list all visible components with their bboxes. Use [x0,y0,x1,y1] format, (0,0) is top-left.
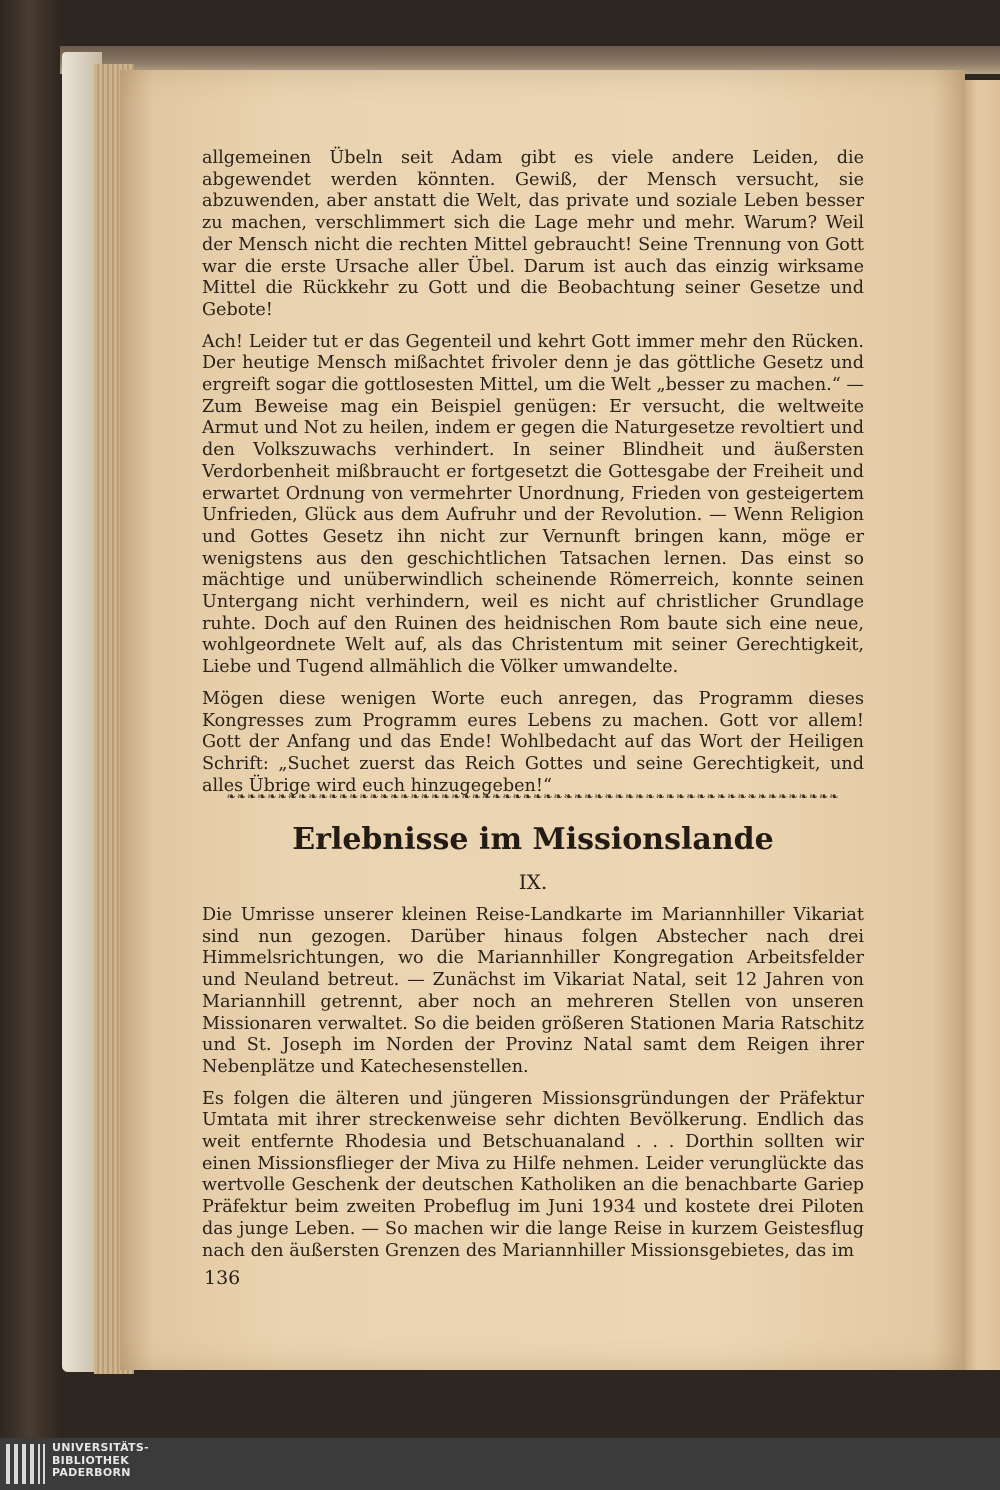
paragraph: Mögen diese wenigen Worte euch anregen, das Programm dieses Kongresses zum Programm eures Lebens zu machen. Gott vor allem! Gott der Anfang und das Ende! Wohlbedacht auf das Wort der Heiligen Schrift: „Suchet zuerst das Reich Gottes und seine Gerechtigkeit, und alles Übrige wird euch hinzugegeben!“ [202,688,864,796]
next-page-edge [962,80,1000,1370]
section-heading: Erlebnisse im Missionslande [292,822,774,857]
logo-line: PADERBORN [52,1466,131,1479]
library-footer [0,1438,1000,1490]
section-numeral: IX. [518,870,548,894]
ornament-divider: ❧❧❧❧❧❧❧❧❧❧❧❧❧❧❧❧❧❧❧❧❧❧❧❧❧❧❧❧❧❧❧❧❧❧❧❧❧❧❧❧❧❧❧❧❧❧❧❧❧❧❧❧❧❧❧❧❧❧❧❧ [226,790,840,803]
paragraph: Ach! Leider tut er das Gegenteil und kehrt Gott immer mehr den Rücken. Der heutige Mensch mißachtet frivoler denn je das göttliche Gesetz und ergreift sogar die gottlosesten Mittel, um die Welt „besser zu machen.“ — Zum Beweise mag ein Beispiel genügen: Er versucht, die weltweite Armut und Not zu heilen, indem er gegen die Naturgesetze revoltiert und den Volkszuwachs verhindert. In seiner Blindheit und äußersten Verdorbenheit mißbraucht er fortgesetzt die Gottesgabe der Freiheit und erwartet Ordnung von vermehrter Unordnung, Frieden von gesteigertem Unfrieden, Glück aus dem Aufruhr und der Revolution. — Wenn Religion und Gottes Gesetz ihn nicht zur Vernunft bringen kann, möge er wenigstens aus den geschichtlichen Tatsachen lernen. Das einst so mächtige und unüberwindlich scheinende Römerreich, konnte seinen Untergang nicht verhindern, weil es nicht auf christlicher Grundlage ruhte. Doch auf den Ruinen des heidnischen Rom baute sich eine neue, wohlgeordnete Welt auf, als das Christentum mit seiner Gerechtigkeit, Liebe und Tugend allmählich die Völker umwandelte. [202,331,864,678]
paragraph: allgemeinen Übeln seit Adam gibt es viele andere Leiden, die abgewendet werden könnten. Gewiß, der Mensch versucht, sie abzuwenden, aber anstatt die Welt, das private und soziale Leben besser zu machen, verschlimmert sich die Lage mehr und mehr. Warum? Weil der Mensch nicht die rechten Mittel gebraucht! Seine Trennung von Gott war die erste Ursache aller Übel. Darum ist auch das einzig wirksame Mittel die Rückkehr zu Gott und die Beobachtung seiner Gesetze und Gebote! [202,148,864,320]
logo-line: UNIVERSITÄTS- [52,1441,149,1454]
paragraph: Die Umrisse unserer kleinen Reise-Landkarte im Mariannhiller Vikariat sind nun gezogen. Darüber hinaus folgen Abstecher nach drei Himmelsrichtungen, wo die Mariannhiller Kongregation Arbeitsfelder und Neuland betreut. — Zunächst im Vikariat Natal, seit 12 Jahren von Mariannhill getrennt, aber noch an mehreren Stellen von unseren Missionaren verwaltet. So die beiden größeren Stationen Maria Ratschitz und St. Joseph im Norden der Provinz Natal samt dem Reigen ihrer Nebenplätze und Katechesenstellen. [202,905,864,1077]
paragraph: Es folgen die älteren und jüngeren Missionsgründungen der Präfektur Umtata mit ihrer streckenweise sehr dichten Bevölkerung. Endlich das weit entfernte Rhodesia und Betschuanaland . . . Dorthin sollten wir einen Missionsflieger der Miva zu Hilfe nehmen. Leider verunglückte das wertvolle Geschenk der deutschen Katholiken an die benachbarte Gariep Präfektur beim zweiten Probeflug im Juni 1934 und kostete drei Piloten das junge Leben. — So machen wir die lange Reise in kurzem Geistesflug nach den äußersten Grenzen des Mariannhiller Missionsgebietes, das im [202,1088,864,1261]
text-block-top [202,148,864,807]
library-logo-icon [6,1444,48,1486]
page-number: 136 [204,1267,241,1289]
text-block-bottom [202,905,864,1272]
library-logo-text [52,1442,149,1480]
logo-line: BIBLIOTHEK [52,1453,130,1467]
